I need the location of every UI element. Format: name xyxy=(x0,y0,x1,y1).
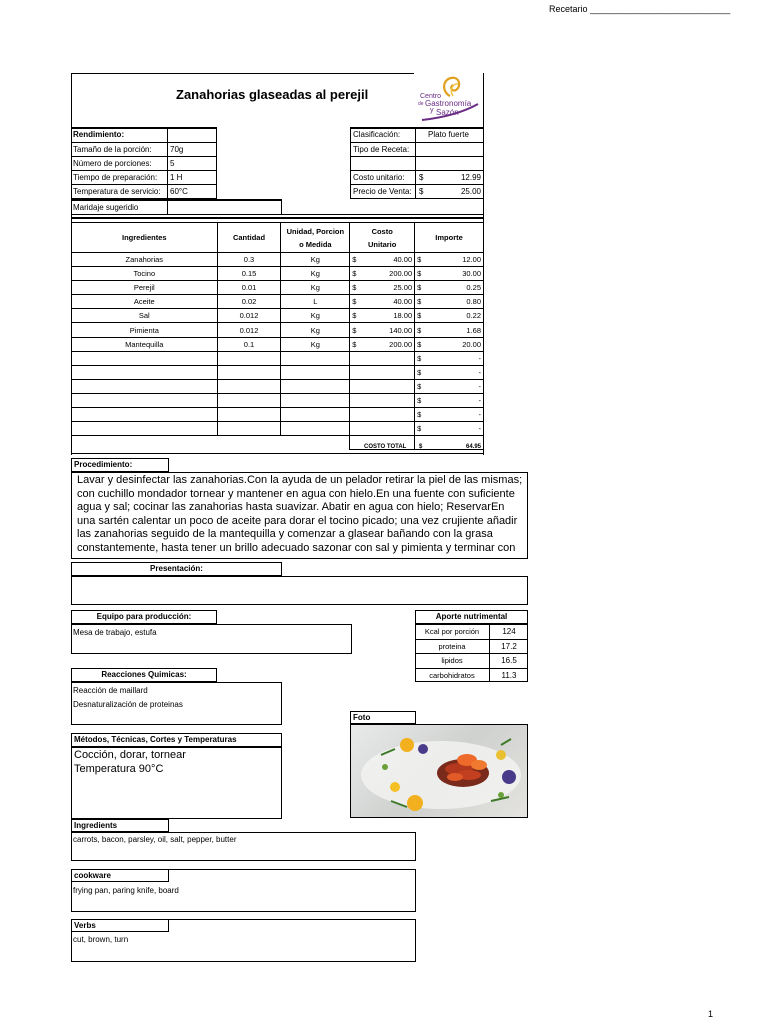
ingredient-unit xyxy=(281,365,350,379)
procedure-line: con cuchillo mondador tornear y mantener en agua con hielo.En una fuente con suficiente xyxy=(77,487,515,500)
procedure-line: agua y sal; cocinar las zanahorias hasta suavizar. Abatir en agua con hielo; ReservarEn xyxy=(77,501,505,513)
logo-line3: Sazón xyxy=(436,108,459,117)
table-row xyxy=(72,422,484,436)
procedure-line: constantemente, hasta tener un brillo adecuado sazonar con sal y pimienta y terminar con xyxy=(77,541,516,554)
ingredient-name xyxy=(72,408,218,422)
ingredient-qty xyxy=(217,393,281,407)
ingredient-cost: $ 200.00 xyxy=(350,337,415,351)
equipment-value: Mesa de trabajo, estufa xyxy=(73,628,157,637)
ingredient-unit: Kg xyxy=(281,323,350,337)
ingredient-cost xyxy=(350,351,415,365)
sale-price-value: 25.00 xyxy=(460,187,481,196)
table-row xyxy=(72,295,484,309)
nutrition-value: 17.2 xyxy=(501,641,517,651)
page-number: 1 xyxy=(708,1009,714,1019)
plated-carrots-photo xyxy=(350,724,528,818)
yield-label-servings: Número de porciones: xyxy=(73,159,152,168)
ingredient-amount: $ 0.25 xyxy=(415,281,484,295)
table-row xyxy=(72,393,484,407)
reaction-2: Desnaturalización de proteinas xyxy=(73,700,183,709)
presentation-box xyxy=(71,576,528,605)
yield-value-portion: 70g xyxy=(170,145,184,154)
ingredient-name: Pimienta xyxy=(72,323,218,337)
english-ingredients-value: carrots, bacon, parsley, oil, salt, pepper, butter xyxy=(73,835,237,844)
col-costo: Costo Unitario xyxy=(350,223,415,253)
equipment-title: Equipo para producción: xyxy=(71,610,217,624)
ingredient-qty: 0.15 xyxy=(217,267,281,281)
ingredient-unit xyxy=(281,393,350,407)
yield-value-servings: 5 xyxy=(170,159,175,168)
ingredient-amount: $ 12.00 xyxy=(415,253,484,267)
logo xyxy=(416,74,482,124)
ingredient-amount: $ 20.00 xyxy=(415,337,484,351)
total-cost-currency: $ xyxy=(419,444,423,450)
nutrition-value: 11.3 xyxy=(501,670,517,680)
ingredient-qty xyxy=(217,422,281,436)
ingredient-cost xyxy=(350,365,415,379)
ingredient-unit: Kg xyxy=(281,253,350,267)
ingredient-cost: $ 40.00 xyxy=(350,253,415,267)
procedure-title: Procedimiento: xyxy=(71,458,169,472)
ingredient-qty: 0.02 xyxy=(217,295,281,309)
table-row xyxy=(72,337,484,351)
ingredient-qty: 0.01 xyxy=(217,281,281,295)
table-row xyxy=(72,365,484,379)
ingredient-name: Tocino xyxy=(72,267,218,281)
ingredient-amount: $ 0.80 xyxy=(415,295,484,309)
ingredient-unit xyxy=(281,408,350,422)
ingredient-cost: $ 200.00 xyxy=(350,267,415,281)
procedure-text xyxy=(77,474,522,555)
ingredient-qty: 0.012 xyxy=(217,309,281,323)
ingredient-amount: $ - xyxy=(415,393,484,407)
recipe-type-label: Tipo de Receta: xyxy=(353,145,410,154)
ingredient-unit xyxy=(281,422,350,436)
yield-value-time: 1 H xyxy=(170,173,183,182)
total-cost-value: 64.95 xyxy=(465,444,481,450)
food-illustration xyxy=(351,725,528,818)
ingredient-qty: 0.012 xyxy=(217,323,281,337)
ingredient-cost xyxy=(350,408,415,422)
top-border xyxy=(71,73,414,74)
ingredient-cost xyxy=(350,379,415,393)
table-row xyxy=(72,379,484,393)
ingredients-table xyxy=(71,222,484,450)
logo-prefix-de: de xyxy=(418,101,424,107)
table-row xyxy=(72,323,484,337)
methods-line1: Cocción, dorar, tornear xyxy=(74,749,186,761)
cookware-value: frying pan, paring knife, board xyxy=(73,886,179,895)
ingredient-name xyxy=(72,351,218,365)
recipe-title: Zanahorias glaseadas al perejil xyxy=(176,87,369,102)
total-cost-label: COSTO TOTAL xyxy=(364,444,407,450)
ingredient-qty xyxy=(217,379,281,393)
col-unidad: Unidad, Porcion o Medida xyxy=(281,223,350,253)
ingredient-name xyxy=(72,365,218,379)
ingredient-cost: $ 25.00 xyxy=(350,281,415,295)
verbs-value: cut, brown, turn xyxy=(73,935,129,944)
ingredient-name: Perejil xyxy=(72,281,218,295)
yield-value-temp: 60°C xyxy=(170,187,188,196)
unit-cost-currency: $ xyxy=(419,173,424,182)
nutrition-title: Aporte nutrimental xyxy=(415,610,528,624)
sale-price-currency: $ xyxy=(419,187,424,196)
ingredient-amount: $ - xyxy=(415,351,484,365)
table-row xyxy=(72,351,484,365)
col-ingredientes: Ingredientes xyxy=(72,223,218,253)
english-ingredients-title: Ingredients xyxy=(71,819,169,832)
ingredient-name: Aceite xyxy=(72,295,218,309)
ingredient-amount: $ - xyxy=(415,408,484,422)
ingredient-qty: 0.1 xyxy=(217,337,281,351)
nutrition-label: lipidos xyxy=(441,656,463,665)
ingredient-name: Sal xyxy=(72,309,218,323)
procedure-line: Lavar y desinfectar las zanahorias.Con la ayuda de un pelador retirar la piel de las mismas; xyxy=(77,474,523,486)
ingredient-unit: Kg xyxy=(281,267,350,281)
verbs-title: Verbs xyxy=(71,919,169,932)
ingredient-unit: Kg xyxy=(281,337,350,351)
nutrition-label: carbohidratos xyxy=(429,670,475,680)
photo-title: Foto xyxy=(350,711,416,724)
yield-label-pairing: Maridaje sugeridio xyxy=(73,203,139,212)
ingredient-amount: $ 30.00 xyxy=(415,267,484,281)
sale-price-label: Precio de Venta: xyxy=(353,187,412,196)
classification-label: Clasificación: xyxy=(353,130,401,139)
table-row xyxy=(72,253,484,267)
ingredient-unit xyxy=(281,351,350,365)
ingredient-qty: 0.3 xyxy=(217,253,281,267)
ingredient-cost: $ 18.00 xyxy=(350,309,415,323)
unit-cost-value: 12.99 xyxy=(460,173,481,182)
ingredient-name xyxy=(72,422,218,436)
ingredient-amount: $ - xyxy=(415,422,484,436)
logo-line2: Gastronomía xyxy=(425,99,472,108)
ingredient-amount: $ - xyxy=(415,365,484,379)
ingredient-qty xyxy=(217,351,281,365)
presentation-title: Presentación: xyxy=(71,562,282,576)
ingredient-qty xyxy=(217,365,281,379)
ingredient-unit: L xyxy=(281,295,350,309)
reactions-title: Reacciones Quimicas: xyxy=(71,668,217,682)
yield-label-portion: Tamaño de la porción: xyxy=(73,145,152,154)
nutrition-label: Kcal por porción xyxy=(424,627,480,636)
ingredient-qty xyxy=(217,408,281,422)
ingredient-cost xyxy=(350,393,415,407)
table-bottom xyxy=(71,453,484,454)
table-row xyxy=(72,267,484,281)
nutrition-value: 16.5 xyxy=(501,656,517,665)
classification-value: Plato fuerte xyxy=(428,130,469,139)
methods-line2: Temperatura 90°C xyxy=(74,763,164,775)
col-importe: Importe xyxy=(415,223,484,253)
ingredient-name: Zanahorias xyxy=(72,253,218,267)
table-row xyxy=(72,281,484,295)
yield-label-temp: Temperatura de servicio: xyxy=(73,187,161,196)
col-cantidad: Cantidad xyxy=(217,223,281,253)
nutrition-label: proteina xyxy=(438,641,466,651)
procedure-line: una sartén calentar un poco de aceite para dorar el tocino picado; una vez crujiente añadir xyxy=(77,514,518,527)
table-row xyxy=(72,309,484,323)
ingredient-unit: Kg xyxy=(281,309,350,323)
methods-title: Métodos, Técnicas, Cortes y Temperaturas xyxy=(71,733,282,747)
procedure-line: las zanahorias seguido de la mantequilla y comenzar a glasear bañando con la grasa xyxy=(77,528,493,540)
logo-line1: Centro xyxy=(420,93,442,100)
reaction-1: Reacción de maillard xyxy=(73,686,148,695)
logo-prefix-y: y xyxy=(430,107,434,114)
nutrition-value: 124 xyxy=(502,627,516,636)
ingredient-amount: $ - xyxy=(415,379,484,393)
ingredient-cost: $ 140.00 xyxy=(350,323,415,337)
ingredient-name xyxy=(72,379,218,393)
ingredient-amount: $ 0.22 xyxy=(415,309,484,323)
ingredient-cost xyxy=(350,422,415,436)
unit-cost-label: Costo unitario: xyxy=(353,173,405,182)
ingredient-unit: Kg xyxy=(281,281,350,295)
table-row xyxy=(72,408,484,422)
ingredient-name: Mantequilla xyxy=(72,337,218,351)
ingredient-unit xyxy=(281,379,350,393)
recetario-label: Recetario ____________________________ xyxy=(549,4,731,14)
yield-title: Rendimiento: xyxy=(73,130,125,139)
yield-label-time: Tiempo de preparación: xyxy=(73,173,158,182)
ingredient-name xyxy=(72,393,218,407)
cookware-title: cookware xyxy=(71,869,169,882)
ingredient-cost: $ 40.00 xyxy=(350,295,415,309)
ingredient-amount: $ 1.68 xyxy=(415,323,484,337)
